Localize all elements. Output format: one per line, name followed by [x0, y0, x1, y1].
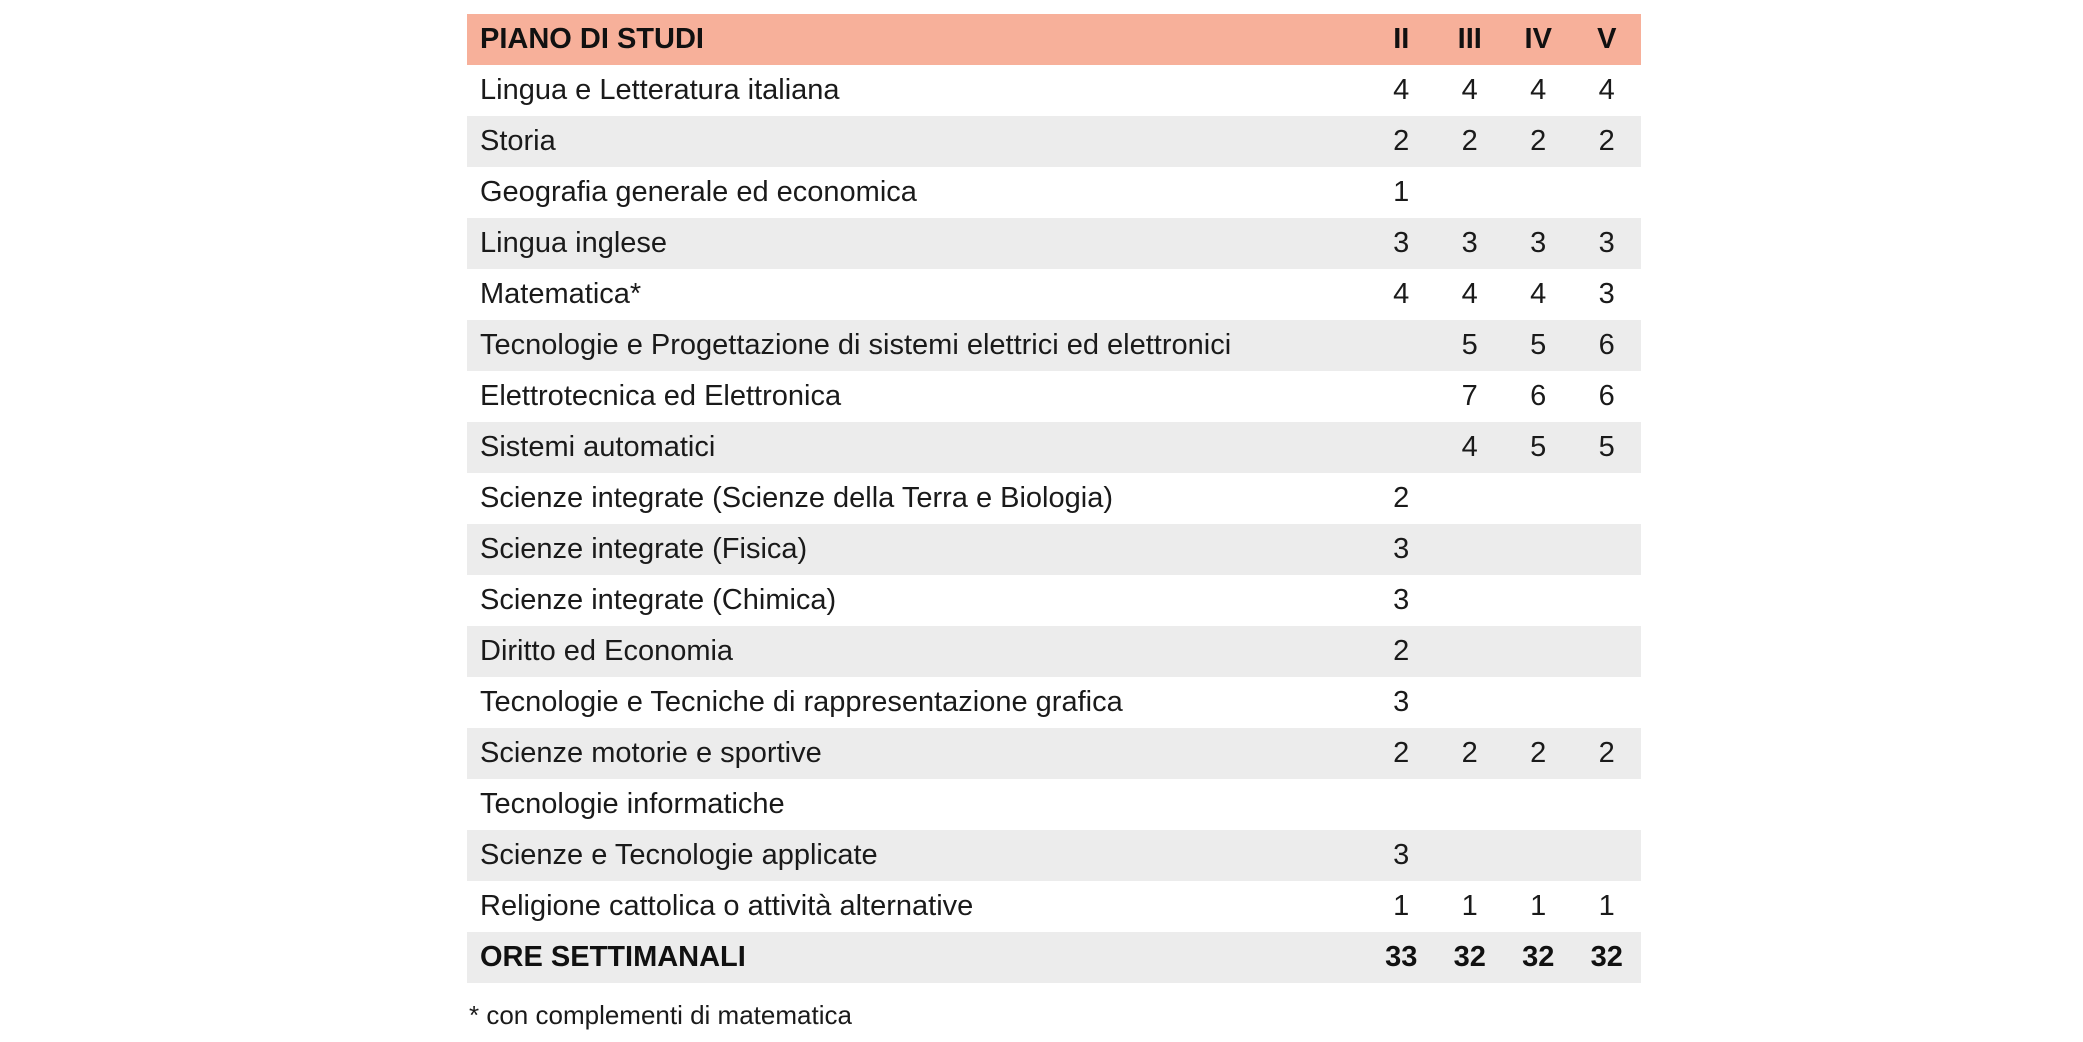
hours-cell: 2 [1393, 482, 1410, 514]
hours-cell: 2 [1393, 125, 1410, 157]
hours-cell: 5 [1598, 431, 1615, 463]
hours-cell: 4 [1598, 74, 1615, 106]
table-row [467, 830, 1641, 881]
hours-cell: 4 [1530, 74, 1547, 106]
subject-cell: Tecnologie e Tecniche di rappresentazione grafica [480, 686, 1123, 718]
hours-cell: 2 [1461, 737, 1478, 769]
hours-cell [1504, 626, 1573, 677]
total-hours-cell: 32 [1522, 941, 1555, 973]
hours-cell [1436, 626, 1505, 677]
footnote: * con complementi di matematica [469, 1000, 852, 1030]
subject-cell: Scienze e Tecnologie applicate [480, 839, 878, 871]
hours-cell [1573, 626, 1642, 677]
hours-cell [1573, 524, 1642, 575]
hours-cell [1573, 575, 1642, 626]
hours-cell: 3 [1393, 227, 1410, 259]
subject-cell: Scienze integrate (Scienze della Terra e Biologia) [480, 482, 1113, 514]
table-row [467, 320, 1641, 371]
subject-cell: Sistemi automatici [480, 431, 716, 463]
hours-cell [1436, 779, 1505, 830]
total-hours-cell: 32 [1453, 941, 1486, 973]
hours-cell [1573, 167, 1642, 218]
hours-cell [1504, 473, 1573, 524]
hours-cell [1436, 575, 1505, 626]
table-row [467, 167, 1641, 218]
hours-cell: 6 [1598, 329, 1615, 361]
subject-cell: Storia [480, 125, 556, 157]
subject-cell: Religione cattolica o attività alternative [480, 890, 974, 922]
hours-cell: 3 [1393, 533, 1410, 565]
table-row [467, 677, 1641, 728]
hours-cell [1504, 830, 1573, 881]
table-row [467, 473, 1641, 524]
hours-cell [1367, 779, 1436, 830]
hours-cell: 4 [1393, 74, 1410, 106]
total-hours-cell: 32 [1590, 941, 1623, 973]
subject-cell: Scienze motorie e sportive [480, 737, 822, 769]
subject-cell: Matematica* [480, 278, 642, 310]
table-row [467, 626, 1641, 677]
hours-cell [1367, 320, 1436, 371]
year-header: IV [1524, 23, 1552, 55]
year-header: V [1597, 23, 1617, 55]
hours-cell: 7 [1461, 380, 1478, 412]
hours-cell [1504, 524, 1573, 575]
hours-cell [1504, 677, 1573, 728]
table-body [467, 65, 1641, 932]
hours-cell [1367, 422, 1436, 473]
study-plan [467, 14, 1641, 983]
hours-cell: 4 [1530, 278, 1547, 310]
table-title: PIANO DI STUDI [480, 23, 704, 55]
hours-cell: 2 [1530, 737, 1547, 769]
hours-cell [1504, 779, 1573, 830]
hours-cell: 4 [1393, 278, 1410, 310]
table-row [467, 575, 1641, 626]
hours-cell: 2 [1598, 737, 1615, 769]
hours-cell [1436, 167, 1505, 218]
hours-cell [1436, 473, 1505, 524]
hours-cell: 4 [1461, 278, 1478, 310]
hours-cell [1573, 830, 1642, 881]
hours-cell: 1 [1461, 890, 1478, 922]
total-hours-cell: 33 [1385, 941, 1418, 973]
hours-cell: 5 [1461, 329, 1478, 361]
hours-cell: 5 [1530, 329, 1547, 361]
hours-cell: 6 [1530, 380, 1547, 412]
hours-cell [1573, 779, 1642, 830]
subject-cell: Elettrotecnica ed Elettronica [480, 380, 842, 412]
hours-cell: 5 [1530, 431, 1547, 463]
hours-cell: 3 [1598, 278, 1615, 310]
hours-cell: 2 [1461, 125, 1478, 157]
hours-cell [1573, 677, 1642, 728]
table-row [467, 116, 1641, 167]
hours-cell: 2 [1393, 737, 1410, 769]
hours-cell [1573, 473, 1642, 524]
table-row [467, 422, 1641, 473]
table-header-row [467, 14, 1641, 65]
hours-cell [1504, 575, 1573, 626]
subject-cell: Geografia generale ed economica [480, 176, 917, 208]
table-row [467, 881, 1641, 932]
subject-cell: Lingua e Letteratura italiana [480, 74, 840, 106]
hours-cell: 3 [1461, 227, 1478, 259]
hours-cell: 2 [1393, 635, 1410, 667]
hours-cell: 2 [1598, 125, 1615, 157]
table-row [467, 779, 1641, 830]
table-row [467, 65, 1641, 116]
hours-cell: 1 [1530, 890, 1547, 922]
hours-cell: 3 [1393, 686, 1410, 718]
hours-cell: 3 [1598, 227, 1615, 259]
hours-cell: 2 [1530, 125, 1547, 157]
subject-cell: Lingua inglese [480, 227, 668, 259]
table-row [467, 218, 1641, 269]
hours-cell: 3 [1393, 839, 1410, 871]
study-plan-table [467, 14, 1641, 983]
year-header: II [1393, 23, 1410, 55]
subject-cell: Tecnologie e Progettazione di sistemi elettrici ed elettronici [480, 329, 1232, 361]
year-header: III [1457, 23, 1482, 55]
hours-cell: 1 [1598, 890, 1615, 922]
subject-cell: Scienze integrate (Fisica) [480, 533, 808, 565]
total-row [467, 932, 1641, 983]
table-row [467, 371, 1641, 422]
hours-cell: 3 [1530, 227, 1547, 259]
hours-cell: 1 [1393, 176, 1410, 208]
hours-cell: 4 [1461, 74, 1478, 106]
hours-cell: 1 [1393, 890, 1410, 922]
hours-cell [1436, 524, 1505, 575]
subject-cell: Diritto ed Economia [480, 635, 734, 667]
table-row [467, 728, 1641, 779]
total-label: ORE SETTIMANALI [480, 941, 746, 973]
hours-cell: 4 [1461, 431, 1478, 463]
subject-cell: Scienze integrate (Chimica) [480, 584, 837, 616]
hours-cell: 6 [1598, 380, 1615, 412]
hours-cell [1504, 167, 1573, 218]
hours-cell: 3 [1393, 584, 1410, 616]
hours-cell [1436, 830, 1505, 881]
hours-cell [1367, 371, 1436, 422]
table-row [467, 269, 1641, 320]
subject-cell: Tecnologie informatiche [480, 788, 785, 820]
hours-cell [1436, 677, 1505, 728]
table-row [467, 524, 1641, 575]
